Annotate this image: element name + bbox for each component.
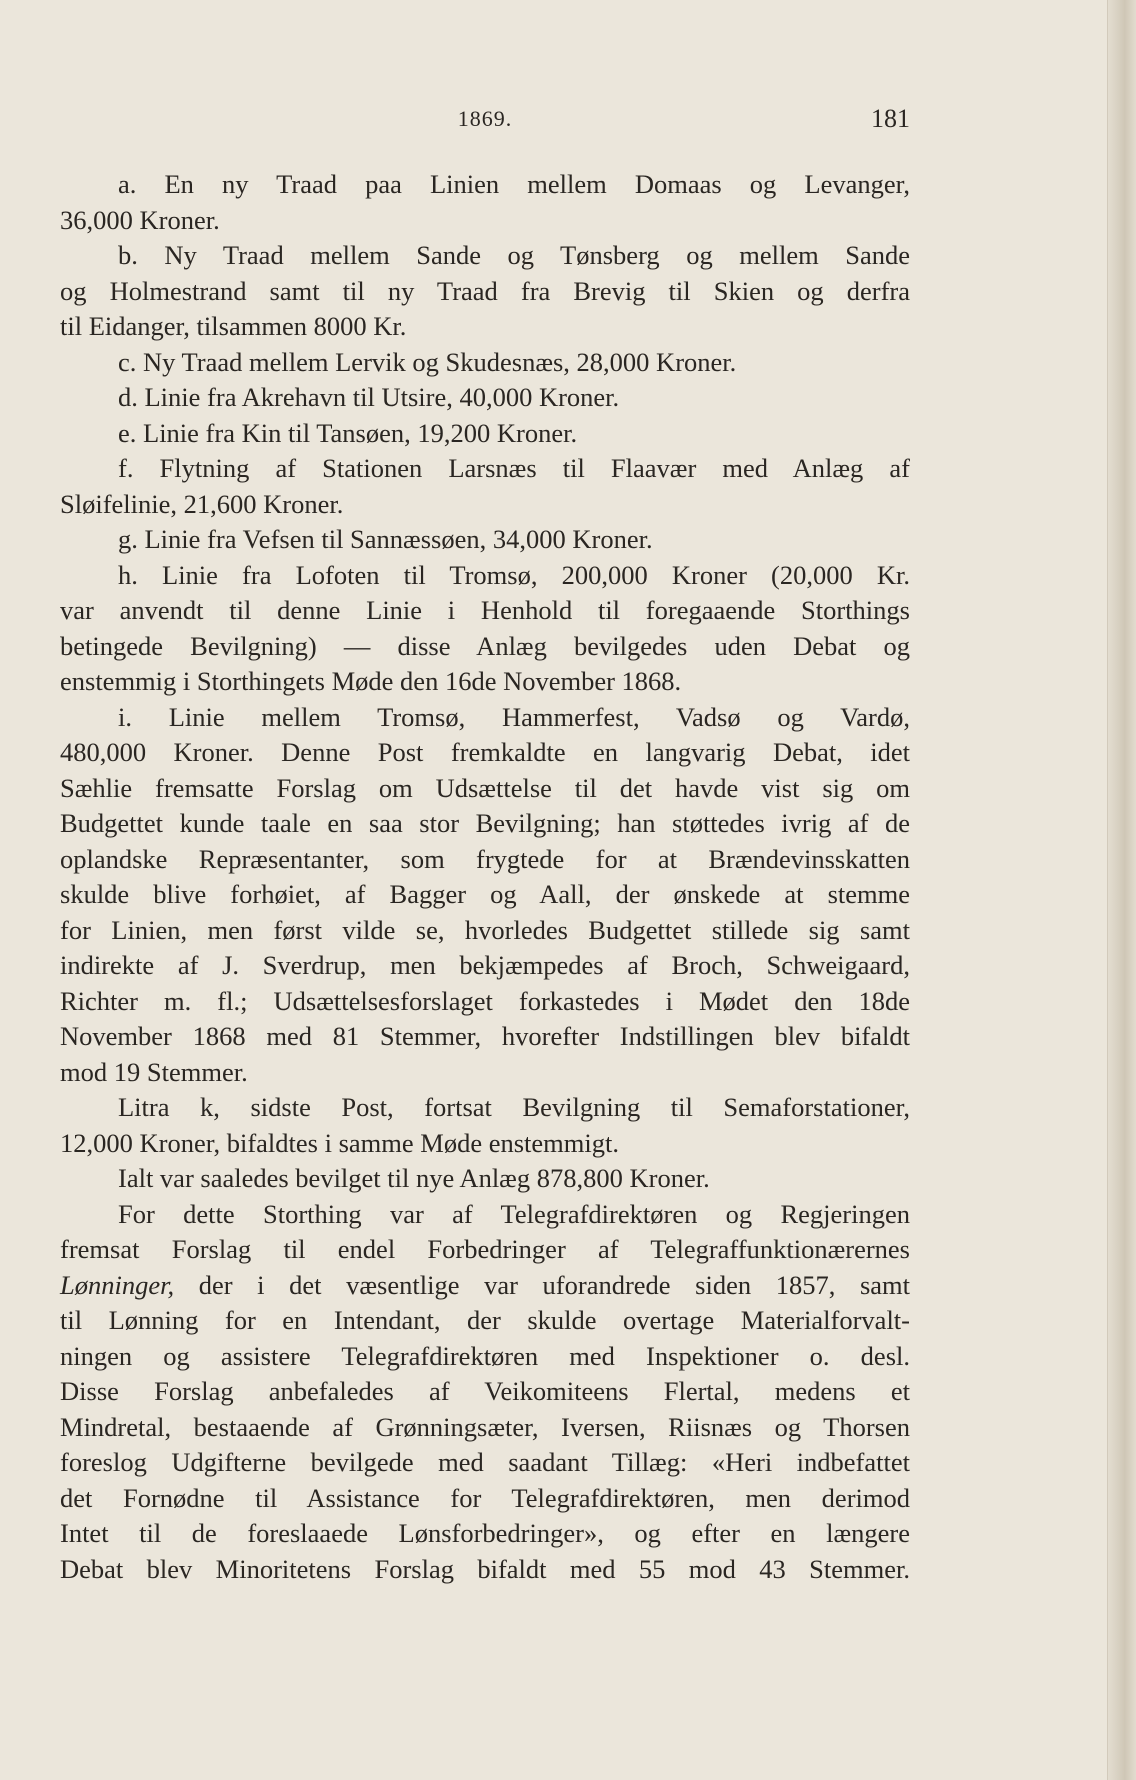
text-line: Richter m. fl.; Udsættelsesforslaget forkastedes i Mødet den 18de bbox=[60, 985, 910, 1016]
text-line: g. Linie fra Vefsen til Sannæssøen, 34,000 Kroner. bbox=[118, 524, 653, 554]
line-row bbox=[60, 948, 910, 984]
line-row bbox=[60, 842, 910, 878]
line-row bbox=[60, 1019, 910, 1055]
text-line: skulde blive forhøiet, af Bagger og Aall, der ønskede at stemme bbox=[60, 879, 910, 909]
line-row bbox=[60, 664, 910, 700]
text-line: og Holmestrand samt til ny Traad fra Brevig til Skien og derfra bbox=[60, 275, 910, 306]
body-text bbox=[60, 167, 910, 1587]
text-line: Sæhlie fremsatte Forslag om Udsættelse til det havde vist sig om bbox=[60, 772, 910, 803]
line-row bbox=[60, 1090, 910, 1126]
line-row bbox=[60, 309, 910, 345]
line-row bbox=[60, 1161, 910, 1197]
line-row bbox=[60, 1374, 910, 1410]
text-line: Intet til de foreslaaede Lønsforbedringer», og efter en længere bbox=[60, 1518, 910, 1548]
line-row bbox=[60, 380, 910, 416]
text-line: Budgettet kunde taale en saa stor Bevilgning; han støttedes ivrig af de bbox=[60, 808, 910, 838]
line-row bbox=[60, 1552, 910, 1588]
line-row bbox=[60, 877, 910, 913]
line-row bbox=[60, 1516, 910, 1552]
text-line: f. Flytning af Stationen Larsnæs til Flaavær med Anlæg af bbox=[118, 453, 910, 483]
text-line: b. Ny Traad mellem Sande og Tønsberg og mellem Sande bbox=[118, 240, 910, 270]
text-line: betingede Bevilgning) — disse Anlæg bevilgedes uden Debat og bbox=[60, 630, 910, 661]
line-row bbox=[60, 487, 910, 523]
text-line: c. Ny Traad mellem Lervik og Skudesnæs, 28,000 Kroner. bbox=[118, 346, 737, 377]
text-line: a. En ny Traad paa Linien mellem Domaas og Levanger, bbox=[118, 169, 910, 199]
text-line: e. Linie fra Kin til Tansøen, 19,200 Kroner. bbox=[118, 417, 578, 448]
text-line: fremsat Forslag til endel Forbedringer af Telegraffunktionærernes bbox=[60, 1234, 910, 1264]
line-row bbox=[60, 700, 910, 736]
line-row bbox=[60, 984, 910, 1020]
line-row bbox=[60, 238, 910, 274]
line-row bbox=[60, 167, 910, 203]
line-row bbox=[60, 451, 910, 487]
line-row bbox=[60, 1232, 910, 1268]
text-line: Mindretal, bestaaende af Grønningsæter, Iversen, Riisnæs og Thorsen bbox=[60, 1411, 910, 1442]
italic-word: Lønninger, bbox=[60, 1269, 175, 1300]
text-run: der i det væsentlige var uforandrede siden 1857, samt bbox=[174, 1269, 910, 1300]
line-row bbox=[60, 1126, 910, 1162]
line-row bbox=[60, 522, 910, 558]
line-row bbox=[60, 1268, 910, 1304]
text-line: enstemmig i Storthingets Møde den 16de November 1868. bbox=[60, 666, 682, 696]
text-line: d. Linie fra Akrehavn til Utsire, 40,000 Kroner. bbox=[118, 382, 620, 412]
text-line: November 1868 med 81 Stemmer, hvorefter Indstillingen blev bifaldt bbox=[60, 1021, 910, 1051]
line-row bbox=[60, 558, 910, 594]
line-row bbox=[60, 735, 910, 771]
text-line: Litra k, sidste Post, fortsat Bevilgning til Semaforstationer, bbox=[118, 1092, 910, 1122]
text-line: h. Linie fra Lofoten til Tromsø, 200,000 Kroner (20,000 Kr. bbox=[118, 559, 910, 590]
line-row bbox=[60, 203, 910, 239]
text-line: i. Linie mellem Tromsø, Hammerfest, Vadsø og Vardø, bbox=[118, 701, 910, 732]
line-row bbox=[60, 593, 910, 629]
line-row bbox=[60, 1410, 910, 1446]
page-edge bbox=[1107, 0, 1136, 1780]
line-row bbox=[60, 1303, 910, 1339]
line-row bbox=[60, 1197, 910, 1233]
line-row bbox=[60, 416, 910, 452]
text-line: mod 19 Stemmer. bbox=[60, 1056, 248, 1087]
text-line: 480,000 Kroner. Denne Post fremkaldte en langvarig Debat, idet bbox=[60, 737, 910, 767]
line-row bbox=[60, 1445, 910, 1481]
line-row bbox=[60, 806, 910, 842]
text-line: var anvendt til denne Linie i Henhold til foregaaende Storthings bbox=[60, 595, 910, 625]
text-line: Sløifelinie, 21,600 Kroner. bbox=[60, 488, 344, 519]
running-header bbox=[60, 102, 910, 142]
line-row bbox=[60, 274, 910, 310]
text-line bbox=[60, 1268, 910, 1304]
page-number: 181 bbox=[871, 104, 910, 133]
text-line: for Linien, men først vilde se, hvorledes Budgettet stillede sig samt bbox=[60, 914, 910, 945]
text-line: Disse Forslag anbefaledes af Veikomiteens Flertal, medens et bbox=[60, 1376, 910, 1406]
text-line: til Lønning for en Intendant, der skulde overtage Materialforvalt- bbox=[60, 1305, 910, 1335]
line-row bbox=[60, 629, 910, 665]
line-row bbox=[60, 913, 910, 949]
text-line: 12,000 Kroner, bifaldtes i samme Møde enstemmigt. bbox=[60, 1127, 620, 1158]
text-line: til Eidanger, tilsammen 8000 Kr. bbox=[60, 311, 407, 341]
line-row bbox=[60, 1055, 910, 1091]
text-line: ningen og assistere Telegrafdirektøren med Inspektioner o. desl. bbox=[60, 1340, 910, 1371]
line-row bbox=[60, 771, 910, 807]
text-line: oplandske Repræsentanter, som frygtede for at Brændevinsskatten bbox=[60, 843, 910, 874]
text-line: Debat blev Minoritetens Forslag bifaldt med 55 mod 43 Stemmer. bbox=[60, 1553, 910, 1584]
text-line: det Fornødne til Assistance for Telegrafdirektøren, men derimod bbox=[60, 1482, 910, 1513]
text-line: For dette Storthing var af Telegrafdirektøren og Regjeringen bbox=[118, 1198, 910, 1229]
text-line: indirekte af J. Sverdrup, men bekjæmpedes af Broch, Schweigaard, bbox=[60, 950, 910, 980]
header-year: 1869. bbox=[457, 106, 513, 131]
line-row bbox=[60, 345, 910, 381]
text-line: Ialt var saaledes bevilget til nye Anlæg 878,800 Kroner. bbox=[118, 1163, 710, 1193]
text-line: 36,000 Kroner. bbox=[60, 204, 220, 235]
line-row bbox=[60, 1339, 910, 1375]
line-row bbox=[60, 1481, 910, 1517]
text-line: foreslog Udgifterne bevilgede med saadant Tillæg: «Heri indbefattet bbox=[60, 1447, 910, 1477]
